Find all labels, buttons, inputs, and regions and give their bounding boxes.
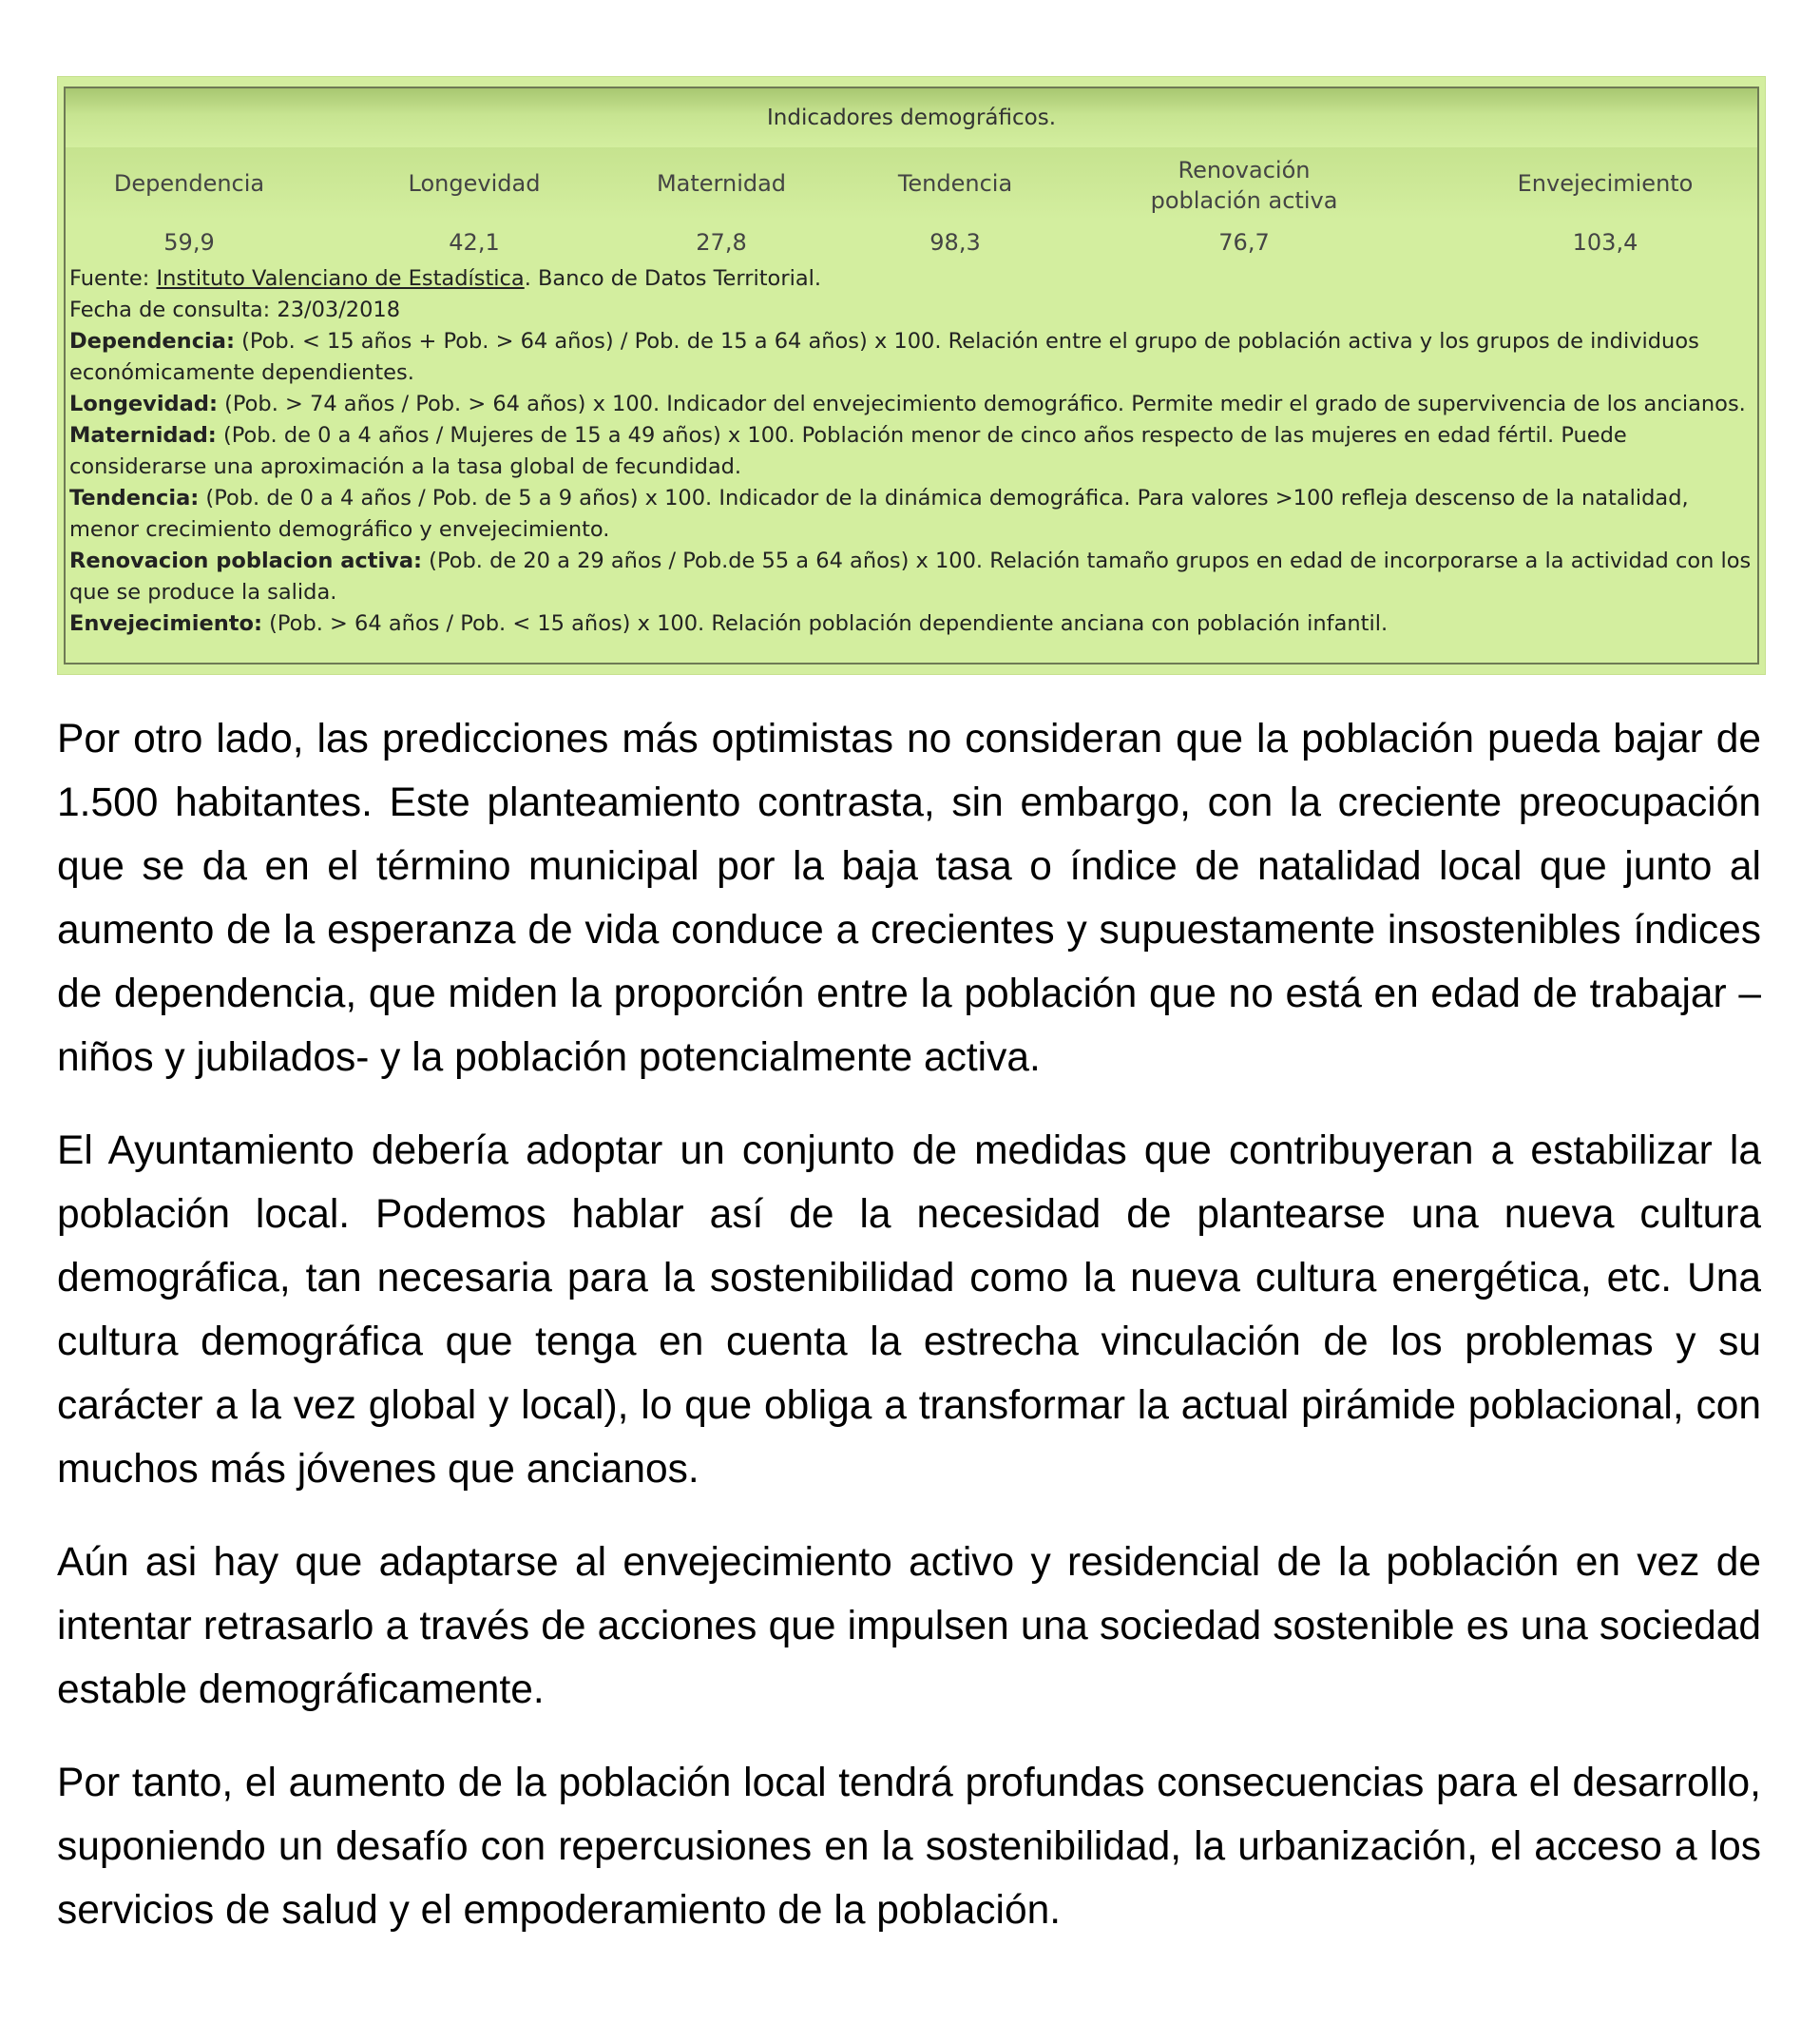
value-envejecimiento: 103,4	[1572, 229, 1638, 256]
definition-term: Renovacion poblacion activa:	[69, 549, 423, 573]
definition-text: (Pob. > 64 años / Pob. < 15 años) x 100. Relación población dependiente anciana con población infantil.	[261, 611, 1389, 636]
source-prefix: Fuente:	[69, 266, 157, 291]
definition-text: (Pob. > 74 años / Pob. > 64 años) x 100. Indicador del envejecimiento demográfico. Permite medir el grado de supervivencia de los ancianos.	[217, 392, 1746, 416]
header-tendencia: Tendencia	[897, 170, 1013, 197]
header-dependencia: Dependencia	[113, 170, 265, 197]
definition-term: Envejecimiento:	[69, 611, 262, 636]
source-link[interactable]: Instituto Valenciano de Estadística	[156, 266, 525, 291]
definition-term: Tendencia:	[69, 486, 200, 510]
definition-term: Maternidad:	[69, 423, 217, 448]
paragraph-2: El Ayuntamiento debería adoptar un conjunto de medidas que contribuyeran a estabilizar la población local. Podemos hablar así de la necesidad de plantearse una nueva cultura demográfica, tan necesaria para la sostenibilidad como la nueva cultura energética, etc. Una cultura demográfica que tenga en cuenta la estrecha vinculación de los problemas y su carácter a la vez global y local), lo que obliga a transformar la actual pirámide poblacional, con muchos más jóvenes que ancianos.	[57, 1128, 1761, 1492]
value-renovacion: 76,7	[1218, 229, 1270, 256]
paragraph-1: Por otro lado, las predicciones más optimistas no consideran que la población pueda bajar de 1.500 habitantes. Este planteamiento contrasta, sin embargo, con la creciente preocupación que se da en el término municipal por la baja tasa o índice de natalidad local que junto al aumento de la esperanza de vida conduce a crecientes y supuestamente insostenibles índices de dependencia, que miden la proporción entre la población que no está en edad de trabajar –niños y jubilados- y la población potencialmente activa.	[57, 717, 1761, 1080]
paragraph-3: Aún asi hay que adaptarse al envejecimiento activo y residencial de la población en vez de intentar retrasarlo a través de acciones que impulsen una sociedad sostenible es una sociedad estable demográficamente.	[57, 1540, 1761, 1712]
value-dependencia: 59,9	[163, 229, 215, 256]
definition-longevidad	[69, 389, 1753, 420]
definition-term: Dependencia:	[69, 329, 235, 354]
table-frame	[64, 87, 1759, 665]
definition-text: (Pob. < 15 años + Pob. > 64 años) / Pob. de 15 a 64 años) x 100. Relación entre el grupo de población activa y los grupos de individuos económicamente dependientes.	[69, 329, 1699, 385]
demographic-indicators-table	[57, 76, 1766, 675]
source-line	[69, 263, 1753, 295]
header-envejecimiento: Envejecimiento	[1517, 170, 1694, 197]
value-maternidad: 27,8	[696, 229, 747, 256]
definition-text: (Pob. de 0 a 4 años / Mujeres de 15 a 49 años) x 100. Población menor de cinco años respecto de las mujeres en edad fértil. Puede considerarse una aproximación a la tasa global de fecundidad.	[69, 423, 1627, 479]
paragraph-4: Por tanto, el aumento de la población local tendrá profundas consecuencias para el desarrollo, suponiendo un desafío con repercusiones en la sostenibilidad, la urbanización, el acceso a los servicios de salud y el empoderamiento de la población.	[57, 1761, 1761, 1933]
header-maternidad: Maternidad	[656, 170, 787, 197]
definition-text: (Pob. de 20 a 29 años / Pob.de 55 a 64 años) x 100. Relación tamaño grupos en edad de incorporarse a la actividad con los que se produce la salida.	[69, 549, 1752, 605]
header-longevidad: Longevidad	[408, 170, 541, 197]
value-longevidad: 42,1	[449, 229, 500, 256]
table-title: Indicadores demográficos.	[766, 106, 1057, 130]
definition-term: Longevidad:	[69, 392, 218, 416]
consult-date: Fecha de consulta: 23/03/2018	[69, 298, 401, 322]
definition-envejecimiento	[69, 608, 1753, 640]
value-tendencia: 98,3	[929, 229, 981, 256]
definition-tendencia	[69, 483, 1753, 546]
definition-renovacion	[69, 546, 1753, 608]
definition-text: (Pob. de 0 a 4 años / Pob. de 5 a 9 años) x 100. Indicador de la dinámica demográfica. Para valores >100 refleja descenso de la natalidad, menor crecimiento demográfico y envejecimiento.	[69, 486, 1689, 542]
definition-dependencia	[69, 326, 1753, 389]
table-notes	[69, 263, 1753, 640]
source-suffix: . Banco de Datos Territorial.	[524, 266, 822, 291]
header-renovacion: Renovación población activa	[1150, 157, 1338, 214]
definition-maternidad	[69, 420, 1753, 483]
body-text	[57, 707, 1761, 1972]
